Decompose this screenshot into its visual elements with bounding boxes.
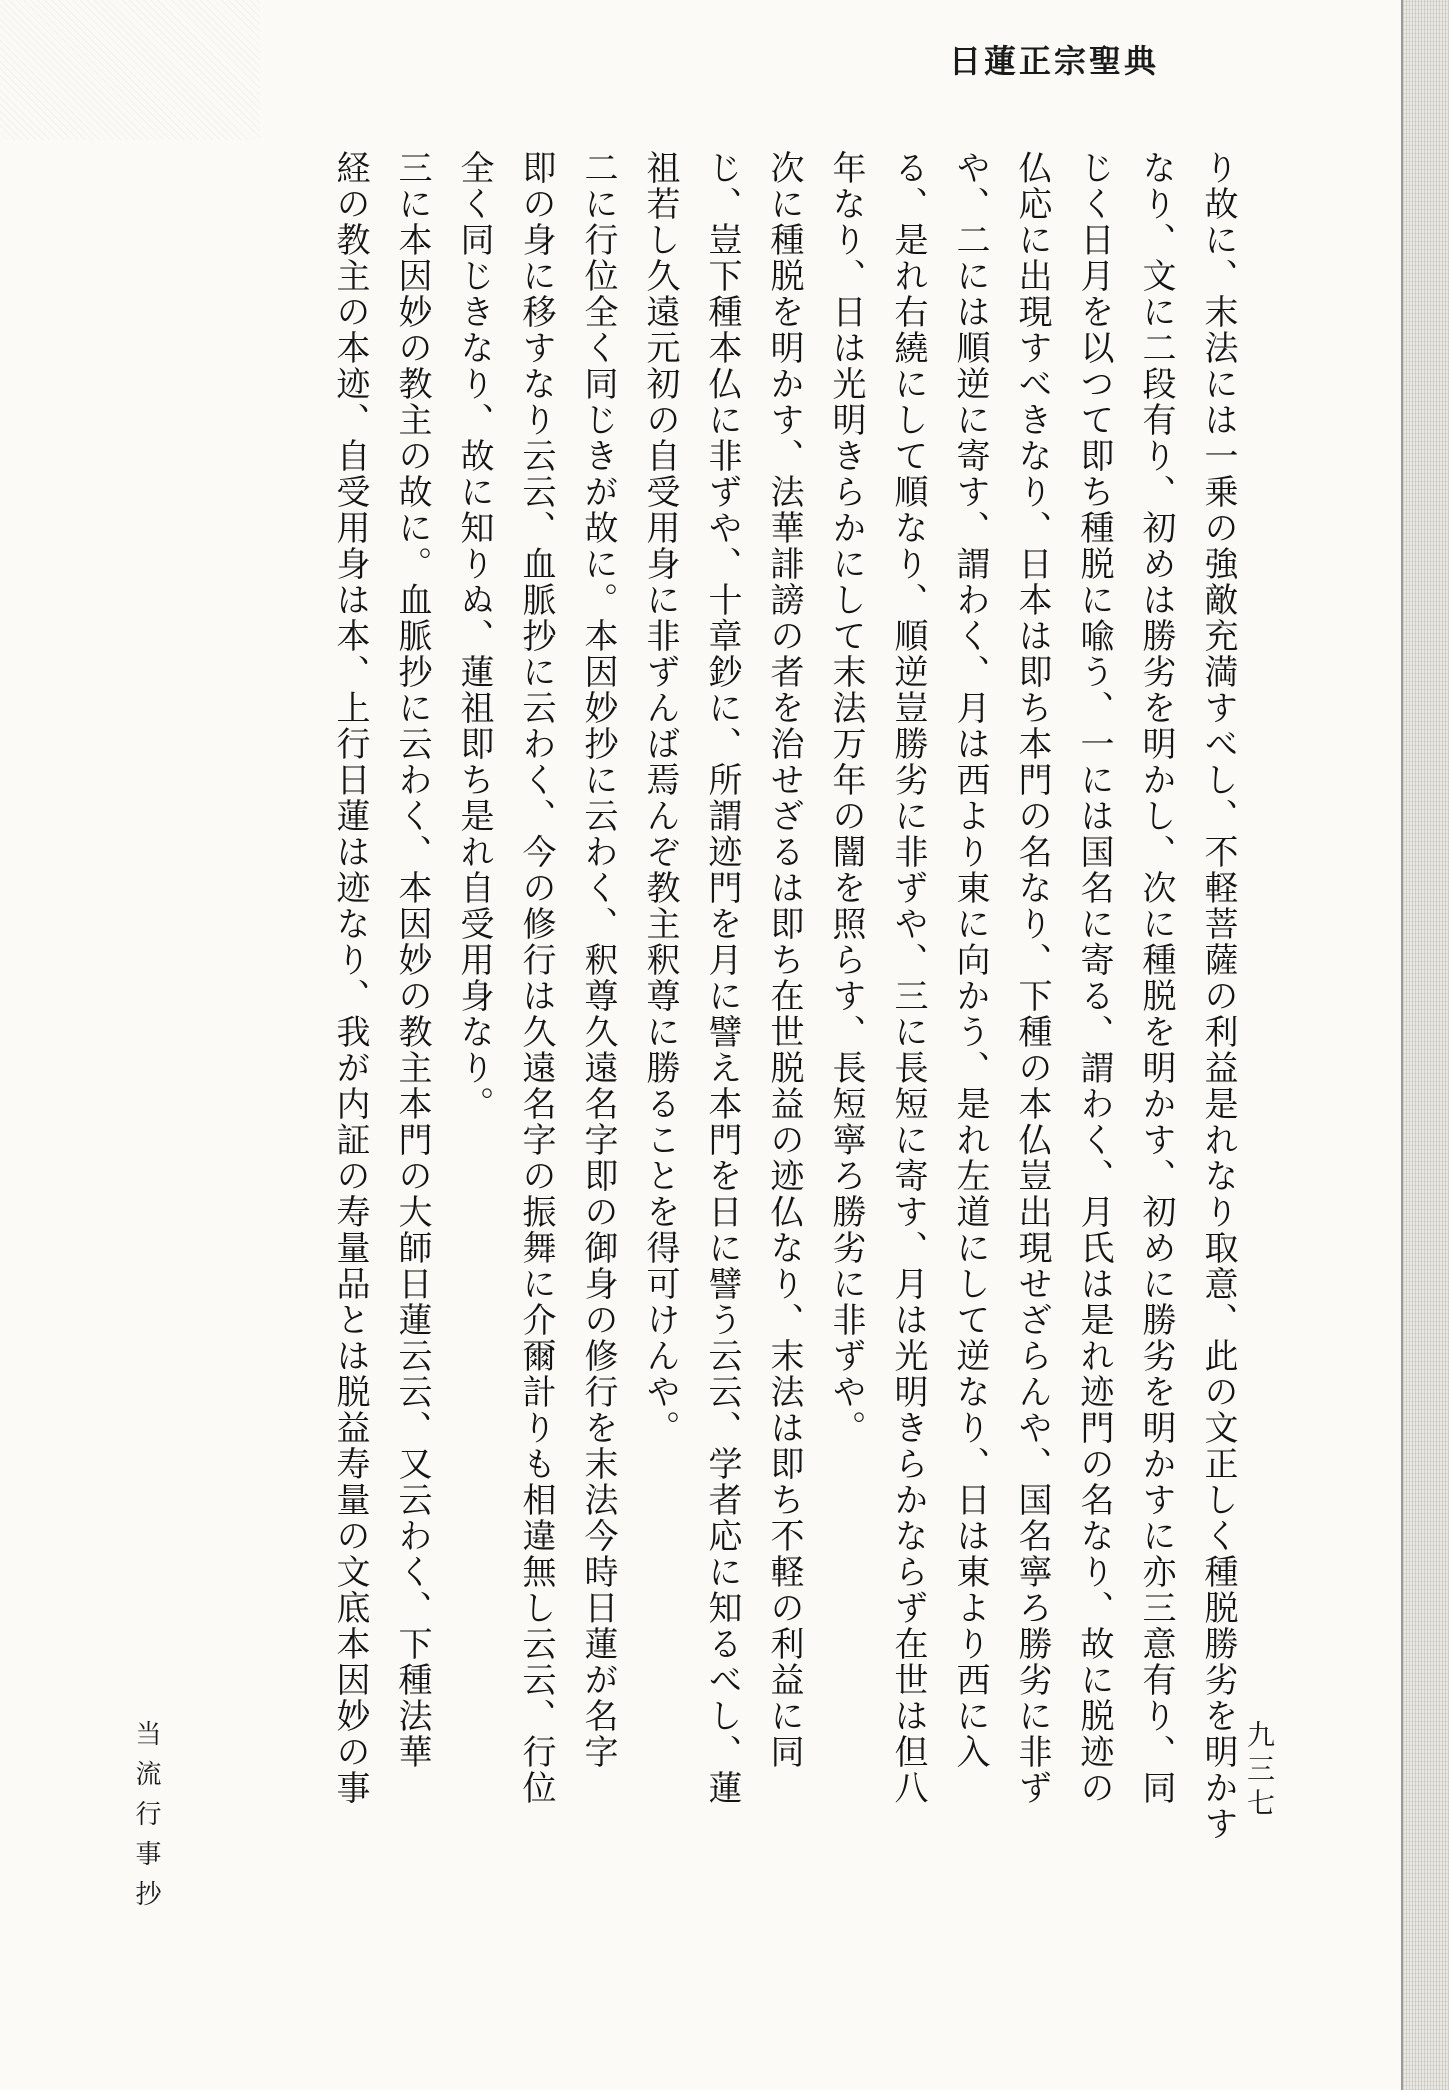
text-line: 年なり、日は光明きらかにして末法万年の闇を照らす、長短寧ろ勝劣に非ずや。 [826, 150, 866, 1446]
text-line: り故に、末法には一乗の強敵充満すべし、不軽菩薩の利益是れなり取意、此の文正しく種脱勝劣を明かす [1198, 150, 1238, 1842]
text-line: 経の教主の本迹、自受用身は本、上行日蓮は迹なり、我が内証の寿量品とは脱益寿量の文底本因妙の事 [330, 150, 370, 1806]
text-line: 三に本因妙の教主の故に。血脈抄に云わく、本因妙の教主本門の大師日蓮云云、又云わく、下種法華 [392, 150, 432, 1770]
footer-title: 当流行事抄 [131, 1720, 161, 1920]
page-number: 九三七 [1243, 1720, 1276, 1822]
text-line: 即の身に移すなり云云、血脈抄に云わく、今の修行は久遠名字の振舞に介爾計りも相違無し云云、行位 [516, 150, 556, 1806]
text-line: や、二には順逆に寄す、謂わく、月は西より東に向かう、是れ左道にして逆なり、日は東より西に入 [950, 150, 990, 1770]
text-line: なり、文に二段有り、初めは勝劣を明かし、次に種脱を明かす、初めに勝劣を明かすに亦三意有り、同 [1136, 150, 1176, 1806]
text-line: じ、豈下種本仏に非ずや、十章鈔に、所謂迹門を月に譬え本門を日に譬う云云、学者応に知るべし、蓮 [702, 150, 742, 1806]
text-line: 二に行位全く同じきが故に。本因妙抄に云わく、釈尊久遠名字即の御身の修行を末法今時日蓮が名字 [578, 150, 618, 1770]
text-line: 全く同じきなり、故に知りぬ、蓮祖即ち是れ自受用身なり。 [454, 150, 494, 1122]
text-line: 仏応に出現すべきなり、日本は即ち本門の名なり、下種の本仏豈出現せざらんや、国名寧ろ勝劣に非ず [1012, 150, 1052, 1806]
scan-edge [1401, 0, 1449, 2090]
text-line: 祖若し久遠元初の自受用身に非ずんば焉んぞ教主釈尊に勝ることを得可けんや。 [640, 150, 680, 1446]
text-line: 次に種脱を明かす、法華誹謗の者を治せざるは即ち在世脱益の迹仏なり、末法は即ち不軽の利益に同 [764, 150, 804, 1770]
text-line: じく日月を以つて即ち種脱に喩う、一には国名に寄る、謂わく、月氏は是れ迹門の名なり、故に脱迹の [1074, 150, 1114, 1806]
text-line: る、是れ右繞にして順なり、順逆豈勝劣に非ずや、三に長短に寄す、月は光明きらかならず在世は但八 [888, 150, 928, 1806]
running-header: 日蓮正宗聖典 [948, 42, 1159, 80]
scan-texture [0, 0, 260, 140]
body-text [149, 150, 1249, 2000]
